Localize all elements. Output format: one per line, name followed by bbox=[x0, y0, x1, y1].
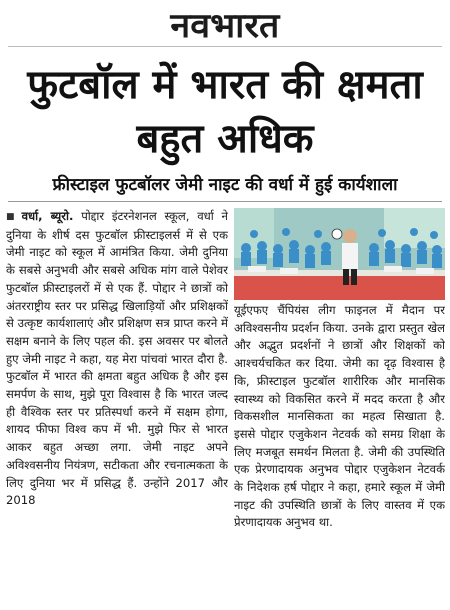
headline: फुटबॉल में भारत की क्षमता बहुत अधिक bbox=[27, 62, 423, 162]
masthead bbox=[0, 2, 450, 46]
dateline: वर्धा, ब्यूरो. bbox=[21, 209, 74, 223]
subheadline: फ्रीस्टाइल फुटबॉलर जेमी नाइट की वर्धा में हुई कार्यशाला bbox=[8, 171, 442, 202]
article-right-column: यूईएफए चैंपियंस लीग फाइनल में मैदान पर अविश्वसनीय प्रदर्शन किया. उनके द्वारा प्रस्तुत खेल और अद्भुत प्रदर्शनों ने छात्रों और शिक्षकों को आश्चर्यचकित कर दिया. जेमी का दृढ़ विश्वास है कि, फ्रीस्टाइल फुटबॉल शारीरिक और मानसिक स्वास्थ्य को विकसित करने में मदद करता है और विकसशील मानसिकता का महत्व सिखाता है. इससे पोद्दार एजुकेशन नेटवर्क को समग्र शिक्षा के लिए मजबूत समर्थन मिलता है. जेमी की उपस्थिति एक प्रेरणादायक अनुभव पोद्दार एजुकेशन नेटवर्क के निदेशक हर्ष पोद्दार ने कहा, हमारे स्कूल में जेमी नाइट की उपस्थिति छात्रों के लिए वास्तव में एक प्रेरणादायक अनुभव था. bbox=[234, 303, 445, 530]
article-left-column bbox=[6, 208, 228, 604]
masthead-divider bbox=[8, 46, 442, 47]
square-bullet-icon: ■ bbox=[6, 212, 19, 222]
event-photo-illustration bbox=[234, 208, 445, 300]
masthead-logo: नवभारत bbox=[170, 6, 280, 46]
event-photo bbox=[234, 208, 445, 300]
article-left-text: पोद्दार इंटरनेशनल स्कूल, वर्धा ने दुनिया के शीर्ष दस फुटबॉल फ्रीस्टाइलर्स में से एक जेमी नाइट को स्कूल में आमंत्रित किया. जेमी दुनिया के सबसे अनुभवी और सबसे अधिक मांग वाले पेशेवर फुटबॉल फ्रीस्टाइलरों में से एक हैं. पोद्दार ने छात्रों को अंतरराष्ट्रीय स्तर पर प्रसिद्ध खिलाड़ियों और प्रशिक्षकों से उत्कृष्ट कार्यशालाएं और प्रशिक्षण सत्र प्राप्त करने में सक्षम बनाने के लिए पहल की. इस अवसर पर बोलते हुए जेमी नाइट ने कहा, यह मेरा पांचवां भारत दौरा है. फुटबॉल में भारत की क्षमता बहुत अधिक है और इस समर्पण के साथ, मुझे पूरा विश्वास है कि भारत जल्द ही वैश्विक स्तर पर प्रतिस्पर्धा करने में सक्षम होगा, शायद फीफा विश्व कप में भी. मुझे फिर से भारत आकर बहुत अच्छा लगा. जेमी नाइट अपने अविश्वसनीय नियंत्रण, सटीकता और रचनात्मकता के लिए दुनिया भर में प्रसिद्ध हैं. उन्होंने 2017 और 2018 bbox=[6, 209, 228, 508]
